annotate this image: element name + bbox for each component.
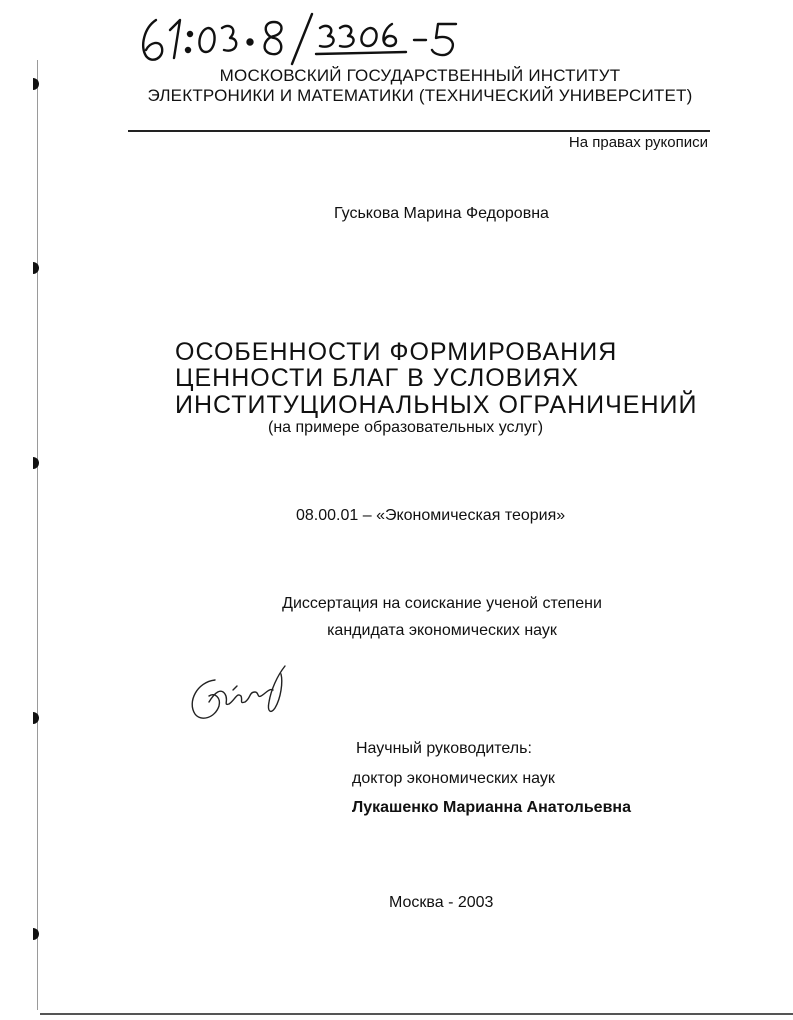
header-divider bbox=[128, 130, 710, 132]
binding-hole-mark bbox=[33, 712, 39, 724]
author-name: Гуськова Марина Федоровна bbox=[334, 205, 549, 222]
binding-hole-mark bbox=[33, 457, 39, 469]
title-line-3: ИНСТИТУЦИОНАЛЬНЫХ ОГРАНИЧЕНИЙ bbox=[175, 391, 698, 419]
binding-hole-mark bbox=[33, 262, 39, 274]
supervisor-degree: доктор экономических наук bbox=[352, 770, 555, 787]
specialty-code: 08.00.01 – «Экономическая теория» bbox=[296, 507, 566, 524]
rights-note: На правах рукописи bbox=[568, 134, 708, 151]
supervisor-name: Лукашенко Марианна Анатольевна bbox=[352, 799, 631, 816]
institute-name-line2: ЭЛЕКТРОНИКИ И МАТЕМАТИКИ (ТЕХНИЧЕСКИЙ УНИВЕРСИТЕТ) bbox=[147, 86, 693, 105]
binding-hole-mark bbox=[33, 78, 39, 90]
supervisor-label: Научный руководитель: bbox=[356, 740, 532, 757]
scan-left-edge bbox=[37, 60, 38, 1010]
dissertation-line1: Диссертация на соискание ученой степени bbox=[282, 595, 602, 612]
handwritten-signature bbox=[185, 662, 295, 724]
handwritten-archive-code bbox=[134, 8, 474, 68]
city-year: Москва - 2003 bbox=[389, 894, 494, 911]
institute-name-line1: МОСКОВСКИЙ ГОСУДАРСТВЕННЫЙ ИНСТИТУТ bbox=[219, 66, 621, 85]
scan-bottom-edge bbox=[40, 1013, 793, 1015]
title-line-1: ОСОБЕННОСТИ ФОРМИРОВАНИЯ bbox=[175, 338, 618, 366]
binding-hole-mark bbox=[33, 928, 39, 940]
dissertation-line2: кандидата экономических наук bbox=[327, 622, 557, 639]
title-line-2: ЦЕННОСТИ БЛАГ В УСЛОВИЯХ bbox=[175, 364, 580, 392]
title-subtitle: (на примере образовательных услуг) bbox=[268, 419, 544, 436]
